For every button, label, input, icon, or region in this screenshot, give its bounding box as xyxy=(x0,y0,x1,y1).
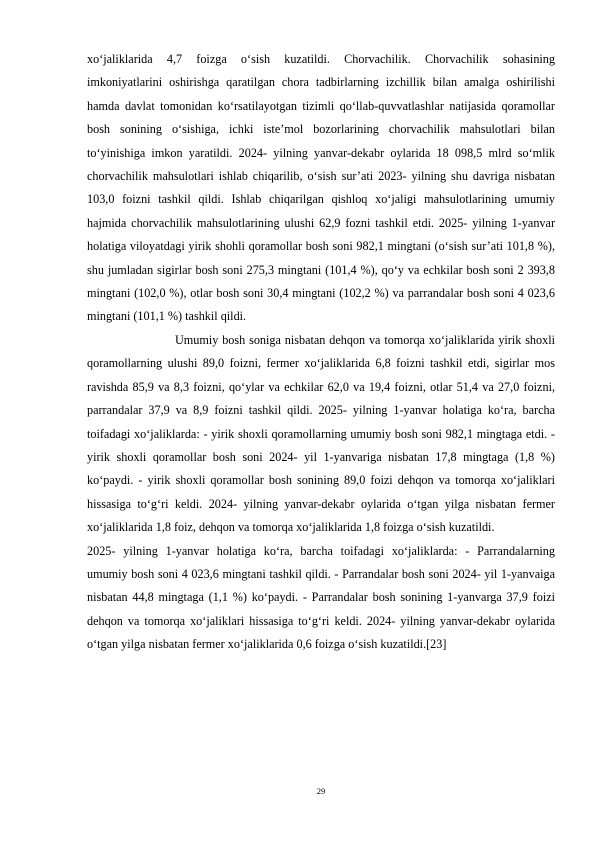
paragraph-livestock-overview: xo‘jaliklarida 4,7 foizga o‘sish kuzatildi. Chorvachilik. Chorvachilik sohasining imkoniyatlarini oshirishga qaratilgan chora tadbirlarning izchillik bilan amalga oshirilishi hamda davlat tomonidan ko‘rsatilayotgan tizimli qo‘llab-quvvatlashlar natijasida qoramollar bosh sonining o‘sishiga, ichki iste’mol bozorlarining chorvachilik mahsulotlari bilan to‘yinishiga imkon yaratildi. 2024- yilning yanvar-dekabr oylarida 18 098,5 mlrd so‘mlik chorvachilik mahsulotlari ishlab chiqarilib, o‘sish sur’ati 2023- yilning shu davriga nisbatan 103,0 foizni tashkil qildi. Ishlab chiqarilgan qishloq xo‘jaligi mahsulotlarining umumiy hajmida chorvachilik mahsulotlarining ulushi 62,9 fozni tashkil etdi. 2025- yilning 1-yanvar holatiga viloyatdagi yirik shohli qoramollar bosh soni 982,1 mingtani (o‘sish sur’ati 101,8 %), shu jumladan sigirlar bosh soni 275,3 mingtani (101,4 %), qo‘y va echkilar bosh soni 2 393,8 mingtani (102,0 %), otlar bosh soni 30,4 mingtani (102,2 %) va parrandalar bosh soni 4 023,6 mingtani (101,1 %) tashkil qildi. xyxy=(87,52,555,324)
page-number: 29 xyxy=(316,786,326,796)
paragraph-ownership-shares: Umumiy bosh soniga nisbatan dehqon va tomorqa xo‘jaliklarida yirik shoxli qoramollarning ulushi 89,0 foizni, fermer xo‘jaliklarida 6,8 foizni tashkil etdi, sigirlar mos ravishda 85,9 va 8,3 foizni, qo‘ylar va echkilar 62,0 va 19,4 foizni, otlar 51,4 va 27,0 foizni, parrandalar 37,9 va 8,9 foizni tashkil qildi. 2025- yilning 1-yanvar holatiga ko‘ra, barcha toifadagi xo‘jaliklarda: - yirik shoxli qoramollarning umumiy bosh soni 982,1 mingtaga etdi. - yirik shoxli qoramollar bosh soni 2024- yil 1-yanvariga nisbatan 17,8 mingtaga (1,8 %) ko‘paydi. - yirik shoxli qoramollar bosh sonining 89,0 foizi dehqon va tomorqa xo‘jaliklari hissasiga to‘g‘ri keldi. 2024- yilning yanvar-dekabr oylarida o‘tgan yilga nisbatan fermer xo‘jaliklarida 1,8 foiz, dehqon va tomorqa xo‘jaliklarida 1,8 foizga o‘sish kuzatildi. xyxy=(87,332,555,535)
paragraph-poultry: 2025- yilning 1-yanvar holatiga ko‘ra, barcha toifadagi xo‘jaliklarda: - Parrandalarning umumiy bosh soni 4 023,6 mingtani tashkil qildi. - Parrandalar bosh soni 2024- yil 1-yanvaiga nisbatan 44,8 mingtaga (1,1 %) ko‘paydi. - Parrandalar bosh sonining 1-yanvarga 37,9 foizi dehqon va tomorqa xo‘jaliklari hissasiga to‘g‘ri keldi. 2024- yilning yanvar-dekabr oylarida o‘tgan yilga nisbatan fermer xo‘jaliklarida 0,6 foizga o‘sish kuzatildi.[23] xyxy=(87,543,555,652)
document-body xyxy=(87,48,555,657)
